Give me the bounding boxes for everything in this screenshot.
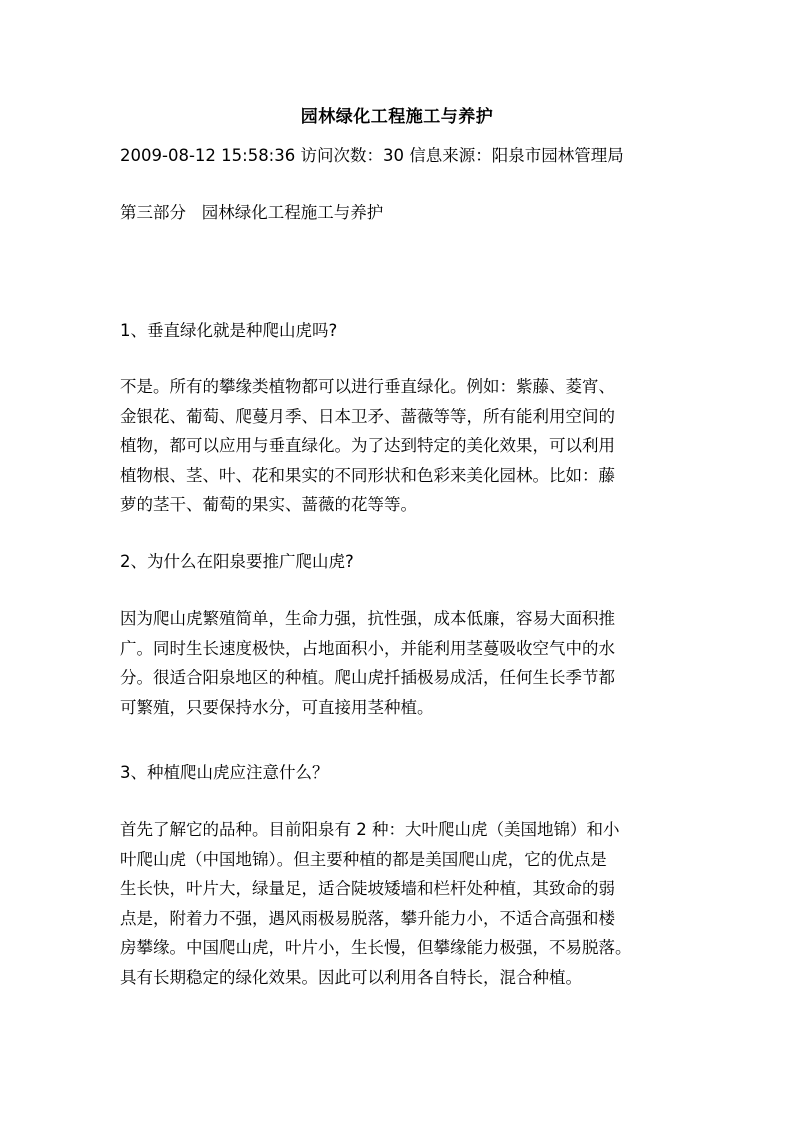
answer-line: 广。同时生长速度极快，占地面积小，并能利用茎蔓吸收空气中的水 <box>120 638 615 658</box>
answer-line: 萝的茎干、葡萄的果实、蔷薇的花等等。 <box>120 495 417 514</box>
question-2: 2、为什么在阳泉要推广爬山虎? <box>120 552 354 571</box>
answer-line: 可繁殖，只要保持水分，可直接用茎种植。 <box>120 697 434 717</box>
answer-line: 叶爬山虎（中国地锦）。但主要种植的都是美国爬山虎，它的优点是 <box>120 849 607 869</box>
answer-2 <box>120 604 680 722</box>
answer-line: 金银花、葡萄、爬蔓月季、日本卫矛、蔷薇等等，所有能利用空间的 <box>120 406 615 426</box>
section-heading: 第三部分 园林绿化工程施工与养护 <box>120 203 384 222</box>
answer-line: 植物根、茎、叶、花和果实的不同形状和色彩来美化园林。比如：藤 <box>120 465 615 485</box>
article-title: 园林绿化工程施工与养护 <box>300 107 494 127</box>
question-3: 3、种植爬山虎应注意什么？ <box>120 763 329 782</box>
answer-line: 生长快，叶片大，绿量足，适合陡坡矮墙和栏杆处种植，其致命的弱 <box>120 879 615 898</box>
answer-line: 植物，都可以应用与垂直绿化。为了达到特定的美化效果，可以利用 <box>120 436 615 455</box>
answer-line: 房攀缘。中国爬山虎，叶片小，生长慢，但攀缘能力极强，不易脱落。 <box>120 938 632 957</box>
answer-line: 分。很适合阳泉地区的种植。爬山虎扦插极易成活，任何生长季节都 <box>120 668 615 687</box>
article-meta: 2009-08-12 15:58:36 访问次数：30 信息来源：阳泉市园林管理局 <box>120 146 624 165</box>
answer-1 <box>120 372 680 520</box>
answer-line: 点是，附着力不强，遇风雨极易脱落，攀升能力小，不适合高强和楼 <box>120 908 615 928</box>
answer-3 <box>120 815 680 992</box>
answer-line: 不是。所有的攀缘类植物都可以进行垂直绿化。例如：紫藤、菱宵、 <box>120 377 615 396</box>
answer-line: 首先了解它的品种。目前阳泉有 2 种：大叶爬山虎（美国地锦）和小 <box>120 820 620 839</box>
answer-line: 具有长期稳定的绿化效果。因此可以利用各自特长，混合种植。 <box>120 967 582 987</box>
answer-line: 因为爬山虎繁殖简单，生命力强，抗性强，成本低廉，容易大面积推 <box>120 609 615 628</box>
question-1: 1、垂直绿化就是种爬山虎吗? <box>120 321 338 340</box>
